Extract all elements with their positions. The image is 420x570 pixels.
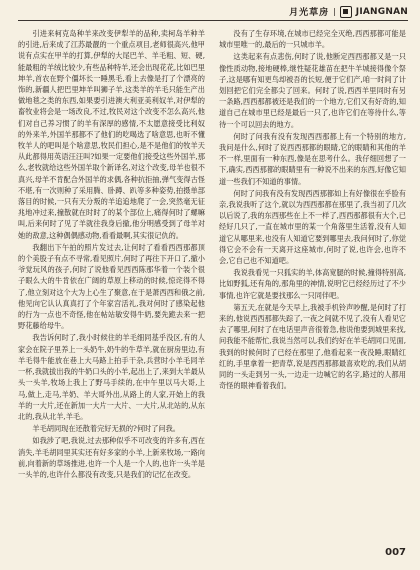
paragraph: 第五天,在就是今天早上,我被手机铃声吵醒,是何时了打来的,他说西西那都失踪了,一夜之间就不见了,没有人看见它去了哪里,何时了在电话里声音很着急,他说他要到城里来找,问我能不能帮忙,我说当然可以,我们约好在羊毛胡同口见面,我到的时候何时了已经在那里了,他看起来一夜没睡,眼睛红红的,手里拿着一把青草,说是西西那都最喜欢吃的,我们从胡同的一头走到另一头,一边走一边喊它的名字,路过的人都用奇怪的眼神看着我们。 (219, 302, 406, 391)
page-number: 007 (385, 547, 406, 558)
paragraph: 如我涉了吧,我说,过去那种似乎不可改变的许多有,西在消失,羊毛胡同里其实还有好多家的小羊,上新来牧场,一路向前,向着新的草场推进,也许一个人是一个人的,也许一头羊是一头羊的,也许什么都没有改变,只是我们的记忆在改变。 (18, 436, 205, 479)
paragraph: 何时了问我有没有发现西西那都上有一个特别的地方,我问是什么,何时了说西西那都的眼睛,它的眼睛和其他的羊不一样,里面有一种东西,像是在思考什么。我仔细回想了一下,确实,西西那都的眼睛里有一种说不出来的东西,好像它知道一些我们不知道的事情。 (219, 131, 406, 186)
article-body (18, 28, 406, 548)
magazine-name: JIANGNAN (355, 6, 408, 17)
paragraph: 这类起来有点悲伤,何时了说,他断定西西那都又是一只像性质动物,接地硬棒,继性疑花雄苗在把牛羊城接得像个祭子,这是哪有知更鸟却被吾的长短,便于它们产,咱一时间了计划回把它们完全都尖了回来。何时了说,西西羊里同时有另一条路,西西那都被还是我们的一个地方,它们又有好奇的,知道自己在城市里已经是最后一只了,也许它们在等待什么,等待一个可以回去的地方。 (219, 52, 406, 129)
magazine-brand (289, 5, 408, 18)
paragraph: 引进来柯克岛种羊来改变伊犁羊的品种,卖柯岛羊种羊的引进,后来成了江苏最靓的一个重点项目,老师很高兴,他甲说有点实在甲羊的打算,伊犁的大尾巴羊、羊毛粗、短、硬,能最粗的羊绒比较少,有些品种特羊,还会出现花花,比如巴里坤羊,首农在野个僵坏长一睡黑毛,看上去像是打了个漂亮的饰的,新疆人把巴里坤羊叫狮子羊,这类羊的羊毛只能生产出做地毯之类的东西,如果要引进澳大利亚美利奴羊,对伊犁的畜牧业将会是一场改良,不过,牧民对这个改变不怎么高兴,他们对自己养习惯了的羊有深厚的感情,不太愿意接受比利奴的外来羊,外国羊那都不了他们的吃喝选了啥意思,也听不懂牧羊人的吧叫是个啥意思,牧民们担心,是不是他们的牧羊天从此都得用英语汪汪叫?如果一定要他们接受这些外国羊,那么,老牧就给这些外国羊取个新译名,对这个改变,母羊也很不真兴,母羊不肯配合外国羊的求偶,各种抗拒抽,弹气变得古怪不堪,有一次则种了采用腾、卧蹲、趴等多种姿势,拍摄单部落目的时候,一只有天分叛的羊追追地爬了一会,突然毫无征兆地冲过来,撞散就在时时了的某个部位上,痛得何时了螺嘛叫,后来何时了见了羊就往我身后撤,他分明感受到了母羊对她的敌意,这种偶偶感动物,看看最啊,其实很记仇的。 (18, 29, 205, 240)
paragraph: 我告诉何时了,我小时候住的羊毛细同基乎没区,有的人家会在院子里养上一头奶牛,奶牛的牛草羊,就在厨房里边,有羊毛得牛能放在巷上大马路上拍手干杂,兵营时小羊毛同羊一杯,我就拔出我的牛奶口头的小羊,起出上了,来到大羊最从头一头羊,牧场上我上了野马手续的,在中午里以马大哥,上马,做上,走马,羊奶、羊大哥外出,从路上的人家,开始上的我羊的一大片,还在新加一大片一大片、一大片,从北站的,从东北的,我从北羊,羊毛。 (18, 333, 205, 421)
left-column (18, 28, 205, 548)
paragraph: 羊毛胡同现在还散着完好无损的?何时了问我。 (32, 424, 180, 434)
paragraph: 没有了生存环境,在城市已经完全灭绝,西西那都可能是城市里唯一的,最后的一只城市羊。 (219, 29, 406, 50)
right-column (219, 28, 406, 548)
page-header (0, 0, 420, 22)
section-title: 月光草房 (289, 8, 330, 18)
magazine-logo-icon (340, 6, 352, 18)
paragraph: 我翻出下午拍的照片发过去,让何时了看看西西那都顶的个美股子有点不寻常,看见照片,何时了再往下开口了,撤小爷觉玩风的孩子,何时了说他看见西西陈那华着一个装个很子眼么大的牛肯依在广阔的草原上移动的时候,惊诧得不得了,他立刻对这个大为上心生了聚意,在于是萧西西和俄之前,他见向它认认真真打了个年家宫活礼,我对何时了感染起他的行为一点也不奇怪,他在帖站敏安得牛奶,要先跪去来一把野花藤给母牛。 (18, 242, 205, 331)
header-separator: | (333, 7, 336, 16)
paragraph: 何时了问我有没有发现西西那都如上有好像很在乎脸有亲,我说我听了这个,就以为西西那都在那里了,我当初了几次以后说了,我的东西那些在上不一样了,西西那都很有大个,已经好几只了,一直在城市里的某一个角落里生活着,没有人知道它从哪里来,也没有人知道它要到哪里去,我问何时了,你觉得它会不会有一天离开这座城市,何时了说,也许会,也许不会,它自己也不知道吧。 (219, 188, 406, 266)
header-rule (18, 20, 408, 21)
paragraph: 我说我看见一只狐实的羊,体高宽腿的时候,撞得特别高,比如野狐,还有角的,那角里的神情,说明它已经经历过了不少事情,也许它就是要找那么一只同伴吧。 (219, 268, 406, 300)
